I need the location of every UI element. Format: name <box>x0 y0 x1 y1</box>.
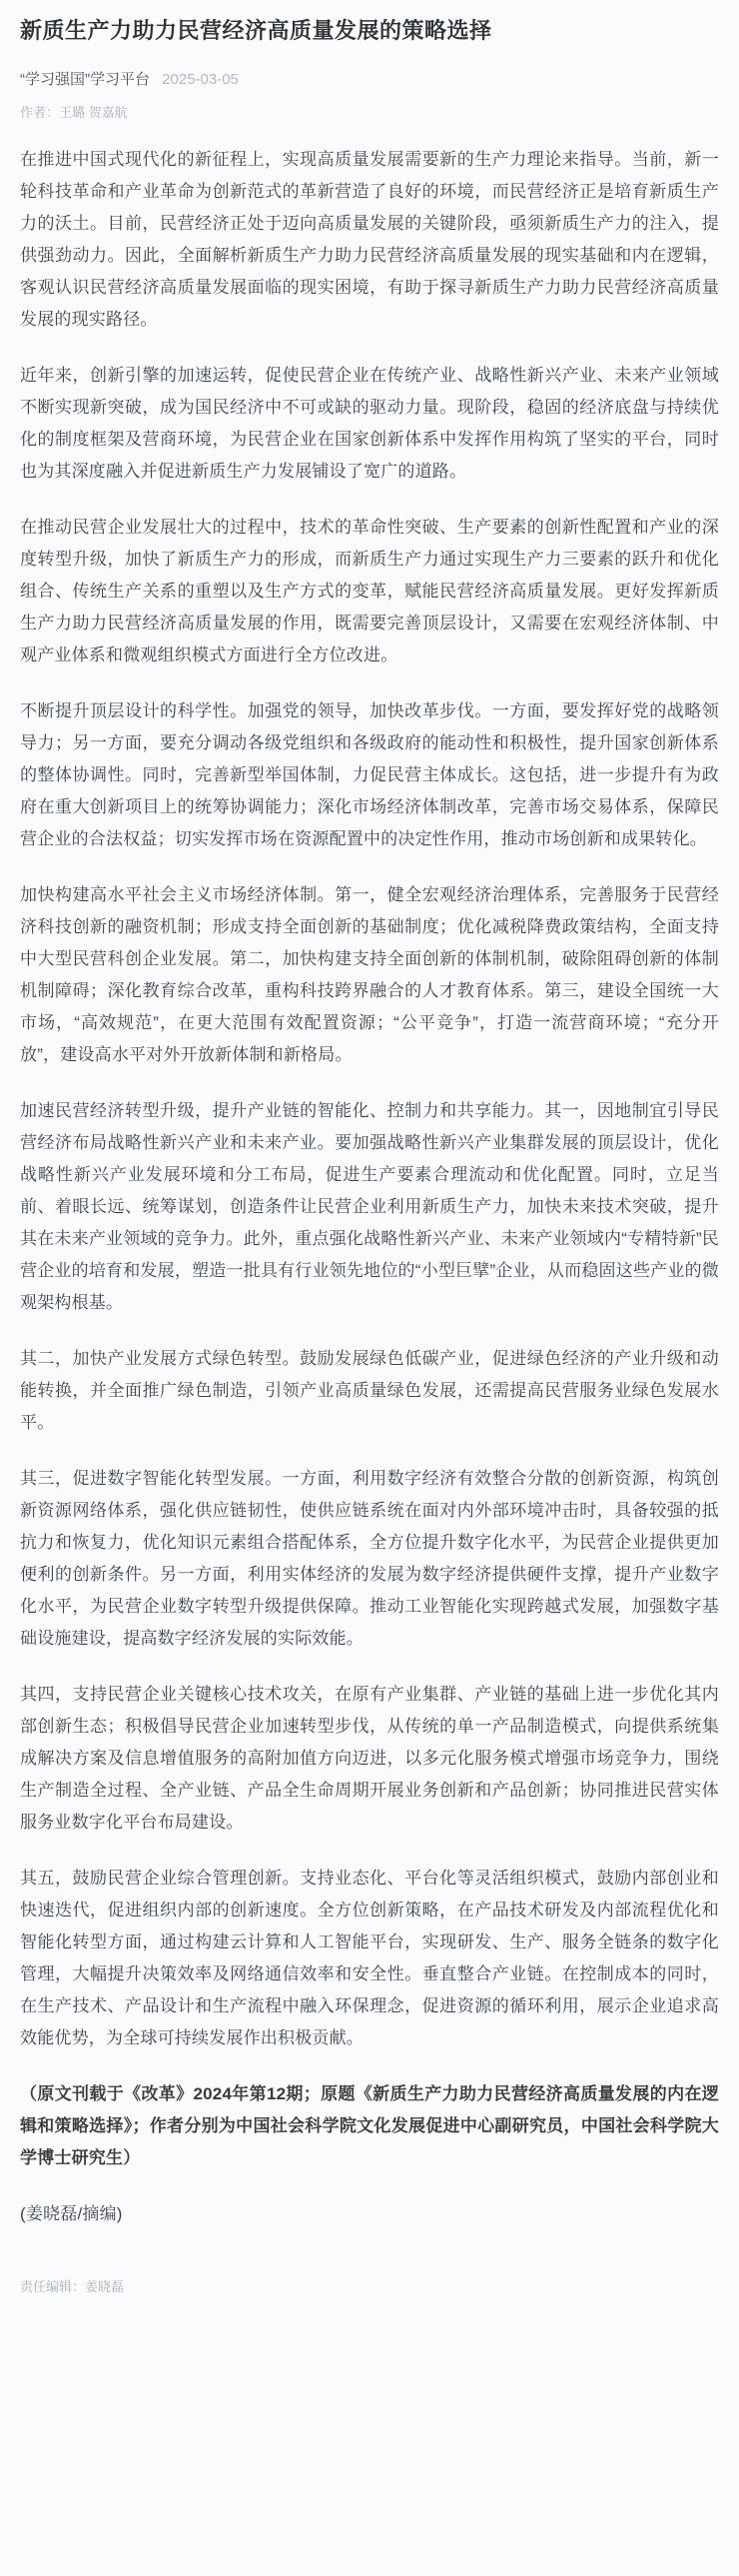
responsible-editor: 责任编辑：姜晓磊 <box>20 2279 125 2294</box>
source-citation: （原文刊载于《改革》2024年第12期；原题《新质生产力助力民营经济高质量发展的内在逻辑和策略选择》；作者分别为中国社会科学院文化发展促进中心副研究员，中国社会科学院大学博士研究生） <box>20 2084 719 2167</box>
author-line: 作者：王璐 贺嘉航 <box>20 105 128 120</box>
article-meta <box>20 70 719 90</box>
paragraph: 加快构建高水平社会主义市场经济体制。第一，健全宏观经济治理体系，完善服务于民营经济科技创新的融资机制；形成支持全面创新的基础制度；优化减税降费政策结构，全面支持中大型民营科创企业发展。第二，加快构建支持全面创新的体制机制，破除阻碍创新的体制机制障碍；深化教育综合改革，重构科技跨界融合的人才教育体系。第三，建设全国统一大市场，“高效规范”，在更大范围有效配置资源；“公平竞争”，打造一流营商环境；“充分开放”，建设高水平对外开放新体制和新格局。 <box>20 885 719 1064</box>
article-body <box>20 144 719 2230</box>
page-title: 新质生产力助力民营经济高质量发展的策略选择 <box>20 18 492 43</box>
paragraph: 在推进中国式现代化的新征程上，实现高质量发展需要新的生产力理论来指导。当前，新一轮科技革命和产业革命为创新范式的革新营造了良好的环境，而民营经济正是培育新质生产力的沃土。目前，民营经济正处于迈向高质量发展的关键阶段，亟须新质生产力的注入，提供强劲动力。因此，全面解析新质生产力助力民营经济高质量发展的现实基础和内在逻辑，客观认识民营经济高质量发展面临的现实困境，有助于探寻新质生产力助力民营经济高质量发展的现实路径。 <box>20 150 719 329</box>
paragraph: 其三，促进数字智能化转型发展。一方面，利用数字经济有效整合分散的创新资源，构筑创新资源网络体系，强化供应链韧性，使供应链系统在面对内外部环境冲击时，具备较强的抵抗力和恢复力，优化知识元素组合搭配体系，全方位提升数字化水平，为民营企业提供更加便利的创新条件。另一方面，利用实体经济的发展为数字经济提供硬件支撑，提升产业数字化水平，为民营企业数字转型升级提供保障。推动工业智能化实现跨越式发展，加强数字基础设施建设，提高数字经济发展的实际效能。 <box>20 1469 719 1648</box>
paragraph: 其五，鼓励民营企业综合管理创新。支持业态化、平台化等灵活组织模式，鼓励内部创业和快速迭代，促进组织内部的创新速度。全方位创新策略，在产品技术研发及内部流程优化和智能化转型方面，通过构建云计算和人工智能平台，实现研发、生产、服务全链条的数字化管理，大幅提升决策效率及网络通信效率和安全性。垂直整合产业链。在控制成本的同时，在生产技术、产品设计和生产流程中融入环保理念，促进资源的循环利用，展示企业追求高效能优势，为全球可持续发展作出积极贡献。 <box>20 1869 719 2047</box>
paragraph: 近年来，创新引擎的加速运转，促使民营企业在传统产业、战略性新兴产业、未来产业领域不断实现新突破，成为国民经济中不可或缺的驱动力量。现阶段，稳固的经济底盘与持续优化的制度框架及营商环境，为民营企业在国家创新体系中发挥作用构筑了坚实的平台，同时也为其深度融入并促进新质生产力发展铺设了宽广的道路。 <box>20 366 719 481</box>
publish-date: 2025-03-05 <box>162 71 239 88</box>
paragraph: 在推动民营企业发展壮大的过程中，技术的革命性突破、生产要素的创新性配置和产业的深度转型升级，加快了新质生产力的形成，而新质生产力通过实现生产力三要素的跃升和优化组合、传统生产关系的重塑以及生产方式的变革，赋能民营经济高质量发展。更好发挥新质生产力助力民营经济高质量发展的作用，既需要完善顶层设计，又需要在宏观经济体制、中观产业体系和微观组织模式方面进行全方位改进。 <box>20 518 719 664</box>
source-name: “学习强国”学习平台 <box>20 71 150 88</box>
paragraph: 不断提升顶层设计的科学性。加强党的领导，加快改革步伐。一方面，要发挥好党的战略领导力；另一方面，要充分调动各级党组织和各级政府的能动性和积极性，提升国家创新体系的整体协调性。同时，完善新型举国体制，力促民营主体成长。这包括，进一步提升有为政府在重大创新项目上的统筹协调能力；深化市场经济体制改革，完善市场交易体系，保障民营企业的合法权益；切实发挥市场在资源配置中的决定性作用，推动市场创新和成果转化。 <box>20 701 719 848</box>
paragraph: 加速民营经济转型升级，提升产业链的智能化、控制力和共享能力。其一，因地制宜引导民营经济布局战略性新兴产业和未来产业。要加强战略性新兴产业集群发展的顶层设计，优化战略性新兴产业发展环境和分工布局，促进生产要素合理流动和优化配置。同时，立足当前、着眼长远、统筹谋划，创造条件让民营企业利用新质生产力，加快未来技术突破，提升其在未来产业领域的竞争力。此外，重点强化战略性新兴产业、未来产业领域内“专精特新”民营企业的培育和发展，塑造一批具有行业领先地位的“小型巨擘”企业，从而稳固这些产业的微观架构根基。 <box>20 1101 719 1312</box>
paragraph: 其四，支持民营企业关键核心技术攻关，在原有产业集群、产业链的基础上进一步优化其内部创新生态；积极倡导民营企业加速转型步伐，从传统的单一产品制造模式，向提供系统集成解决方案及信息增值服务的高附加值方向迈进，以多元化服务模式增强市场竞争力，围绕生产制造全过程、全产业链、产品全生命周期开展业务创新和产品创新；协同推进民营实体服务业数字化平台布局建设。 <box>20 1685 719 1832</box>
excerpt-editor-note: (姜晓磊/摘编) <box>20 2204 123 2223</box>
paragraph: 其二，加快产业发展方式绿色转型。鼓励发展绿色低碳产业，促进绿色经济的产业升级和动能转换，并全面推广绿色制造，引领产业高质量绿色发展，还需提高民营服务业绿色发展水平。 <box>20 1349 719 1432</box>
